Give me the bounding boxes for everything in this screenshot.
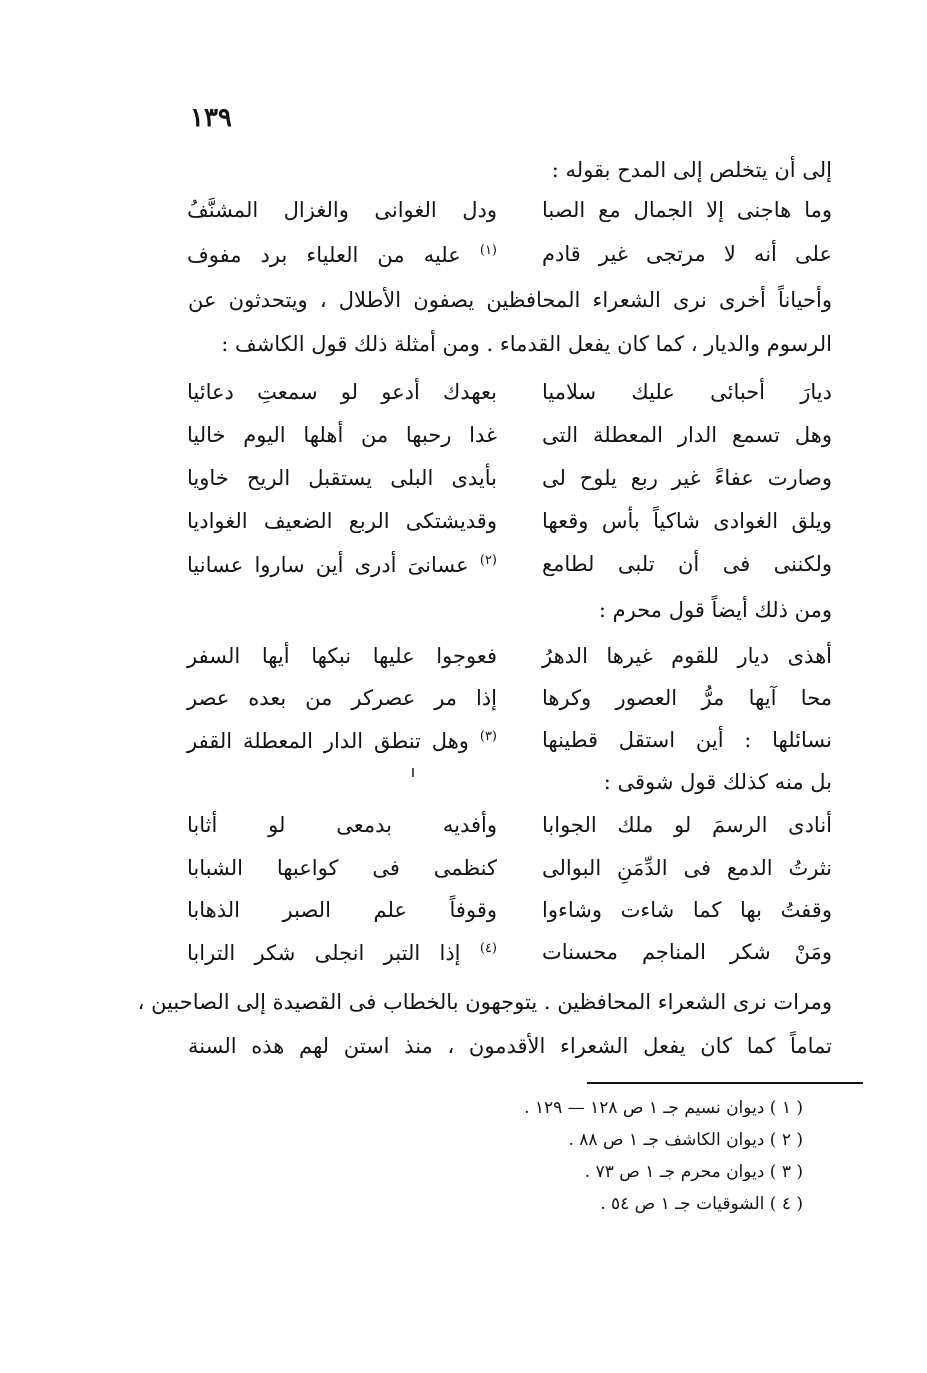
verse-second-hemistich: فعوجوا عليها نبكها أيها السفر [187, 644, 497, 668]
verse-first-hemistich: أهذى ديار للقوم غيرها الدهرُ [542, 644, 832, 668]
footnote-ref: (٢) [479, 553, 497, 568]
page-number: ١٣٩ [190, 103, 232, 133]
verse-second-hemistich: كنظمى فى كواعبها الشبابا [187, 856, 497, 880]
intro-line: ومن ذلك أيضاً قول محرم : [598, 598, 832, 622]
verse-second-text: عسانىَ أدرى أين ساروا عسانيا [187, 553, 469, 577]
verse-first-hemistich: وهل تسمع الدار المعطلة التى [542, 423, 832, 447]
verse-first-hemistich: ولكننى فى أن تلبى لطامع [542, 552, 832, 576]
verse-first-hemistich: ومَنْ شكر المناجم محسنات [542, 940, 832, 964]
footnote-ref: (٤) [479, 941, 497, 956]
intro-line: إلى أن يتخلص إلى المدح بقوله : [551, 158, 832, 182]
footnote: ( ٣ ) ديوان محرم جـ ١ ص ٧٣ . [584, 1162, 803, 1182]
verse-first-hemistich: ويلق الغوادى شاكياً بأس وقعها [542, 509, 832, 533]
paragraph-line: تماماً كما كان يفعل الشعراء الأقدمون ، منذ استن لهم هذه السنة [188, 1034, 832, 1058]
verse-second-text: وهل تنطق الدار المعطلة القفر [187, 729, 469, 753]
verse-second-hemistich: غدا رحبها من أهلها اليوم خاليا [187, 423, 497, 447]
verse-second-hemistich: بأيدى البلى يستقبل الريح خاويا [187, 466, 497, 490]
verse-first-hemistich: وقفتُ بها كما شاءت وشاءوا [542, 898, 832, 922]
verse-first-hemistich: أنادى الرسمَ لو ملك الجوابا [542, 813, 832, 837]
verse-first-hemistich: محا آيها مرُّ العصور وكرها [542, 686, 832, 710]
verse-second-hemistich: وقوفاً علم الصبر الذهابا [187, 898, 497, 922]
verse-second-text: إذا التبر انجلى شكر الترابا [187, 941, 461, 965]
verse-second-hemistich: إذا مر عصركر من بعده عصر [187, 686, 497, 710]
verse-first-hemistich: نسائلها : أين استقل قطينها [542, 728, 832, 752]
paragraph-line: ومرات نرى الشعراء المحافظين . يتوجهون بالخطاب فى القصيدة إلى الصاحبين ، [137, 990, 832, 1014]
footnote-rule [587, 1082, 863, 1084]
verse-first-hemistich: وصارت عفاءً غير ربع يلوح لى [542, 466, 832, 490]
footnote: ( ١ ) ديوان نسيم جـ ١ ص ١٢٨ — ١٢٩ . [524, 1098, 803, 1118]
verse-second-hemistich [187, 730, 497, 752]
verse-first-hemistich: نثرتُ الدمع فى الدِّمَنِ البوالى [542, 856, 832, 880]
paragraph-line: وأحياناً أخرى نرى الشعراء المحافظين يصفون الأطلال ، ويتحدثون عن [188, 288, 832, 312]
paragraph-line: الرسوم والديار ، كما كان يفعل القدماء . ومن أمثلة ذلك قول الكاشف : [221, 332, 832, 356]
footnote: ( ٢ ) ديوان الكاشف جـ ١ ص ٨٨ . [568, 1130, 803, 1150]
verse-second-hemistich [187, 942, 497, 964]
speck [412, 768, 414, 777]
verse-second-hemistich [187, 244, 497, 266]
verse-second-hemistich: ودل الغوانى والغزال المشنَّفُ [187, 198, 497, 222]
verse-second-hemistich: وأفديه بدمعى لو أثابا [187, 813, 497, 837]
verse-second-hemistich: وقديشتكى الربع الضعيف الغواديا [187, 509, 497, 533]
verse-second-hemistich: بعهدك أدعو لو سمعتِ دعائيا [187, 380, 497, 404]
intro-line: بل منه كذلك قول شوقى : [603, 770, 832, 794]
footnote-ref: (٣) [479, 729, 497, 744]
verse-second-text: عليه من العلياء برد مفوف [187, 243, 461, 267]
footnote-ref: (١) [479, 243, 497, 258]
verse-first-hemistich: وما هاجنى إلا الجمال مع الصبا [542, 198, 832, 222]
verse-second-hemistich [187, 554, 497, 576]
verse-first-hemistich: ديارَ أحبائى عليك سلاميا [542, 380, 832, 404]
verse-first-hemistich: على أنه لا مرتجى غير قادم [542, 242, 832, 266]
footnote: ( ٤ ) الشوقيات جـ ١ ص ٥٤ . [600, 1194, 803, 1214]
